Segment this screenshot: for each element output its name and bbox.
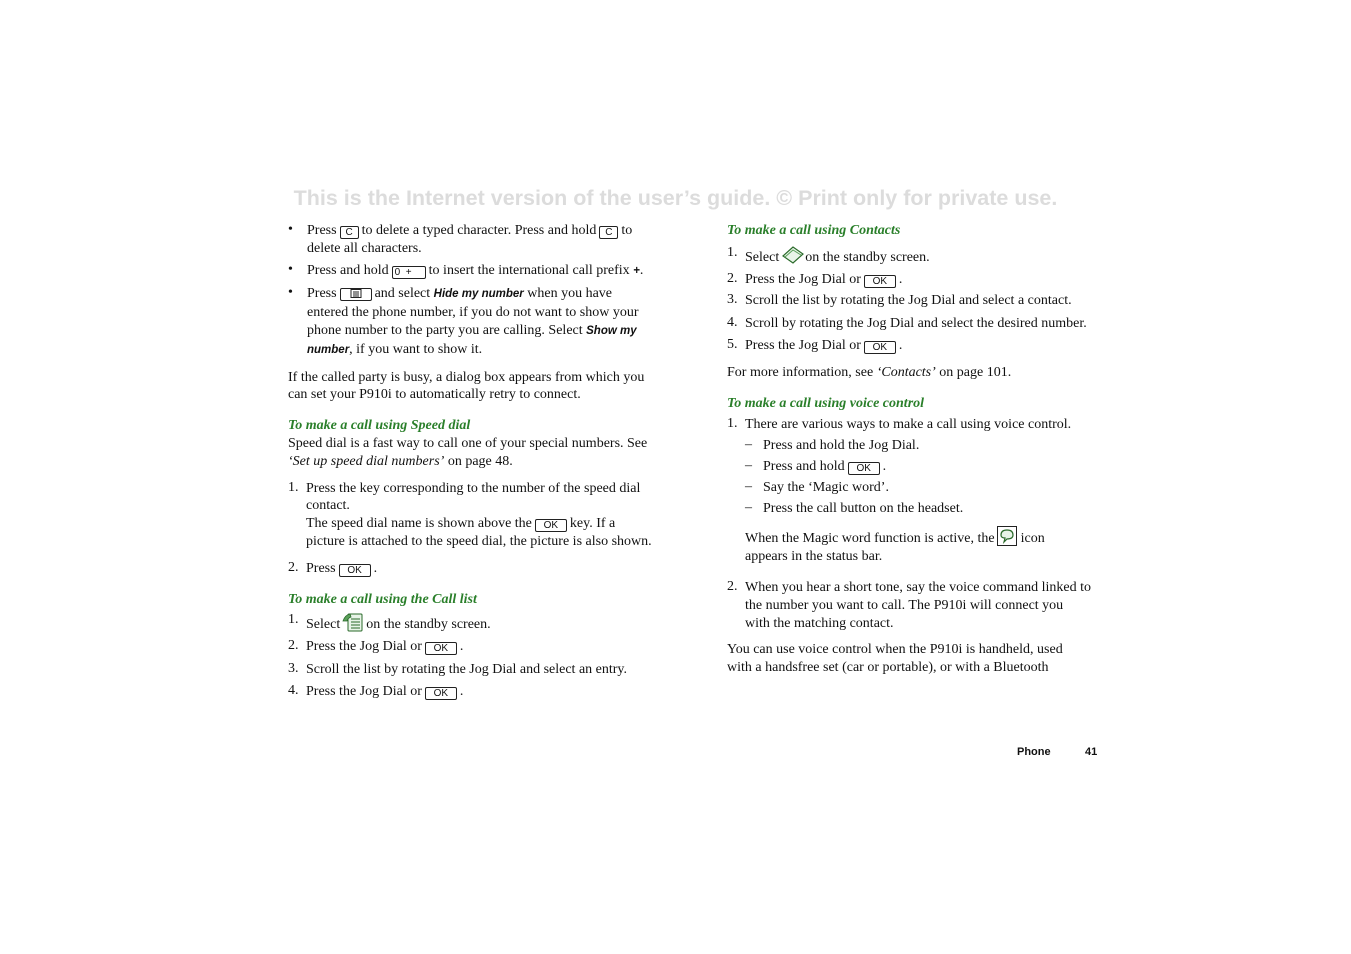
text: icon — [1020, 531, 1045, 547]
text: Press and hold — [307, 262, 389, 278]
text: Scroll the list by rotating the Jog Dial and select an entry. — [306, 661, 628, 677]
cross-reference: ‘Set up speed dial numbers’ — [288, 453, 445, 469]
text: the number you want to call. The P910i will connect you — [745, 597, 1064, 613]
list-number: 4. — [727, 315, 738, 331]
call-list-icon — [342, 612, 364, 630]
list-number: 4. — [288, 682, 299, 698]
text: on the standby screen. — [805, 249, 930, 265]
list-item — [727, 245, 1107, 267]
heading-speed-dial: To make a call using Speed dial — [288, 418, 471, 434]
bullet-marker: • — [288, 261, 293, 277]
text: . — [898, 271, 903, 287]
text: . — [882, 458, 887, 474]
list-item — [288, 661, 668, 679]
ok-key-icon: OK — [339, 564, 371, 577]
text: Press — [307, 286, 337, 302]
left-column — [288, 222, 668, 701]
text: on the standby screen. — [366, 617, 491, 633]
list-item — [288, 480, 668, 551]
list-number: 2. — [727, 270, 738, 286]
paragraph-busy: can set your P910i to automatically retry to connect. — [288, 387, 581, 403]
dash-item — [727, 500, 1107, 518]
text: Press the call button on the headset. — [763, 500, 964, 516]
text: entered the phone number, if you do not want to show your — [307, 305, 639, 321]
list-number: 1. — [727, 416, 738, 432]
list-number: 5. — [727, 336, 738, 352]
list-item — [727, 315, 1107, 333]
text: appears in the status bar. — [745, 549, 883, 565]
text: Press the Jog Dial or — [306, 639, 422, 655]
text: phone number to the party you are calling. Select — [307, 322, 583, 338]
text: and select — [374, 286, 431, 302]
dash-item — [727, 437, 1107, 455]
list-item — [727, 271, 1107, 289]
text: with the matching contact. — [745, 615, 894, 631]
bullet-hide-number — [288, 285, 668, 359]
text: Say the ‘Magic word’. — [763, 479, 889, 495]
plus-symbol: + — [633, 264, 640, 277]
text: Scroll the list by rotating the Jog Dial and select a contact. — [745, 293, 1072, 309]
list-item — [727, 579, 1107, 632]
text: When the Magic word function is active, the — [745, 531, 995, 547]
text: on page 48. — [444, 453, 513, 469]
text: Press and hold — [763, 458, 845, 474]
text: to insert the international call prefix — [428, 262, 630, 278]
paragraph-handsfree: with a handsfree set (car or portable), or with a Bluetooth — [727, 660, 1049, 676]
text: delete all characters. — [307, 240, 422, 256]
cross-reference: ‘Contacts’ — [876, 364, 936, 380]
dash-marker: – — [745, 478, 752, 494]
text: Press the Jog Dial or — [745, 271, 861, 287]
list-item — [727, 416, 1107, 434]
list-item — [288, 560, 668, 578]
text: picture is attached to the speed dial, the picture is also shown. — [306, 533, 652, 549]
text: on page 101. — [935, 364, 1012, 380]
text: Select — [306, 617, 341, 633]
ok-key-icon: OK — [848, 462, 880, 475]
list-item — [288, 683, 668, 701]
heading-voice-control: To make a call using voice control — [727, 395, 925, 411]
ok-key-icon: OK — [864, 275, 896, 288]
text: Press — [306, 560, 336, 576]
watermark: This is the Internet version of the user’s guide. © Print only for private use. — [293, 186, 1058, 210]
list-number: 1. — [727, 244, 738, 260]
ok-key-icon: OK — [864, 341, 896, 354]
heading-call-list: To make a call using the Call list — [288, 591, 477, 607]
ok-key-icon: OK — [535, 519, 567, 532]
list-item — [727, 292, 1107, 310]
list-number: 3. — [288, 660, 299, 676]
text: Press the Jog Dial or — [306, 683, 422, 699]
text: when you have — [527, 286, 613, 302]
menu-item-hide-my-number: Hide my number — [433, 288, 524, 301]
menu-key-icon — [340, 288, 372, 301]
bullet-marker: • — [288, 285, 293, 301]
page-number: 41 — [1085, 746, 1098, 758]
text: There are various ways to make a call using voice control. — [745, 417, 1072, 433]
list-number: 1. — [288, 479, 299, 495]
magic-word-icon — [997, 526, 1019, 544]
text: . — [898, 337, 903, 353]
text: Press — [307, 223, 337, 238]
text: . — [373, 560, 378, 576]
text: Press the key corresponding to the number of the speed dial — [306, 480, 641, 496]
list-number: 1. — [288, 612, 299, 628]
zero-plus-key-icon: 0 + — [392, 266, 426, 279]
paragraph-handsfree: You can use voice control when the P910i is handheld, used — [727, 642, 1063, 658]
c-key-icon: C — [340, 226, 359, 239]
text: When you hear a short tone, say the voice command linked to — [745, 579, 1092, 595]
ok-key-icon: OK — [425, 687, 457, 700]
text: Scroll by rotating the Jog Dial and select the desired number. — [745, 316, 1087, 332]
text: , if you want to show it. — [349, 341, 483, 357]
text: to delete a typed character. Press and hold — [361, 223, 597, 238]
text: . — [639, 262, 644, 278]
dash-item — [727, 458, 1107, 476]
ok-key-icon: OK — [425, 642, 457, 655]
dash-marker: – — [745, 437, 752, 453]
text: contact. — [306, 498, 350, 514]
menu-item-show-my-number: Show my — [586, 324, 637, 337]
footer-section: Phone — [1017, 746, 1051, 758]
contacts-icon — [781, 245, 803, 263]
magic-word-note — [727, 526, 1107, 566]
text: Press and hold the Jog Dial. — [763, 438, 920, 454]
dash-marker: – — [745, 457, 752, 473]
bullet-delete — [288, 222, 668, 258]
paragraph-busy: If the called party is busy, a dialog box appears from which you — [288, 369, 645, 385]
list-number: 2. — [288, 638, 299, 654]
dash-marker: – — [745, 499, 752, 515]
list-item — [288, 638, 668, 656]
paragraph-speed-dial: Speed dial is a fast way to call one of your special numbers. See — [288, 435, 648, 451]
c-key-icon: C — [599, 226, 618, 239]
text: . — [459, 639, 464, 655]
right-column — [727, 222, 1107, 677]
text: key. If a — [569, 516, 616, 532]
dash-item — [727, 479, 1107, 497]
list-number: 3. — [727, 292, 738, 308]
text: Press the Jog Dial or — [745, 337, 861, 353]
text: Select — [745, 249, 780, 265]
menu-item-show-my-number: number — [307, 343, 350, 356]
bullet-marker: • — [288, 222, 293, 237]
text: . — [459, 683, 464, 699]
list-number: 2. — [727, 578, 738, 594]
text: to — [621, 223, 633, 238]
bullet-prefix — [288, 262, 668, 281]
text: For more information, see — [727, 364, 877, 380]
list-number: 2. — [288, 559, 299, 575]
text: The speed dial name is shown above the — [306, 516, 532, 532]
list-item — [288, 612, 668, 634]
list-item — [727, 337, 1107, 355]
heading-contacts: To make a call using Contacts — [727, 223, 901, 238]
